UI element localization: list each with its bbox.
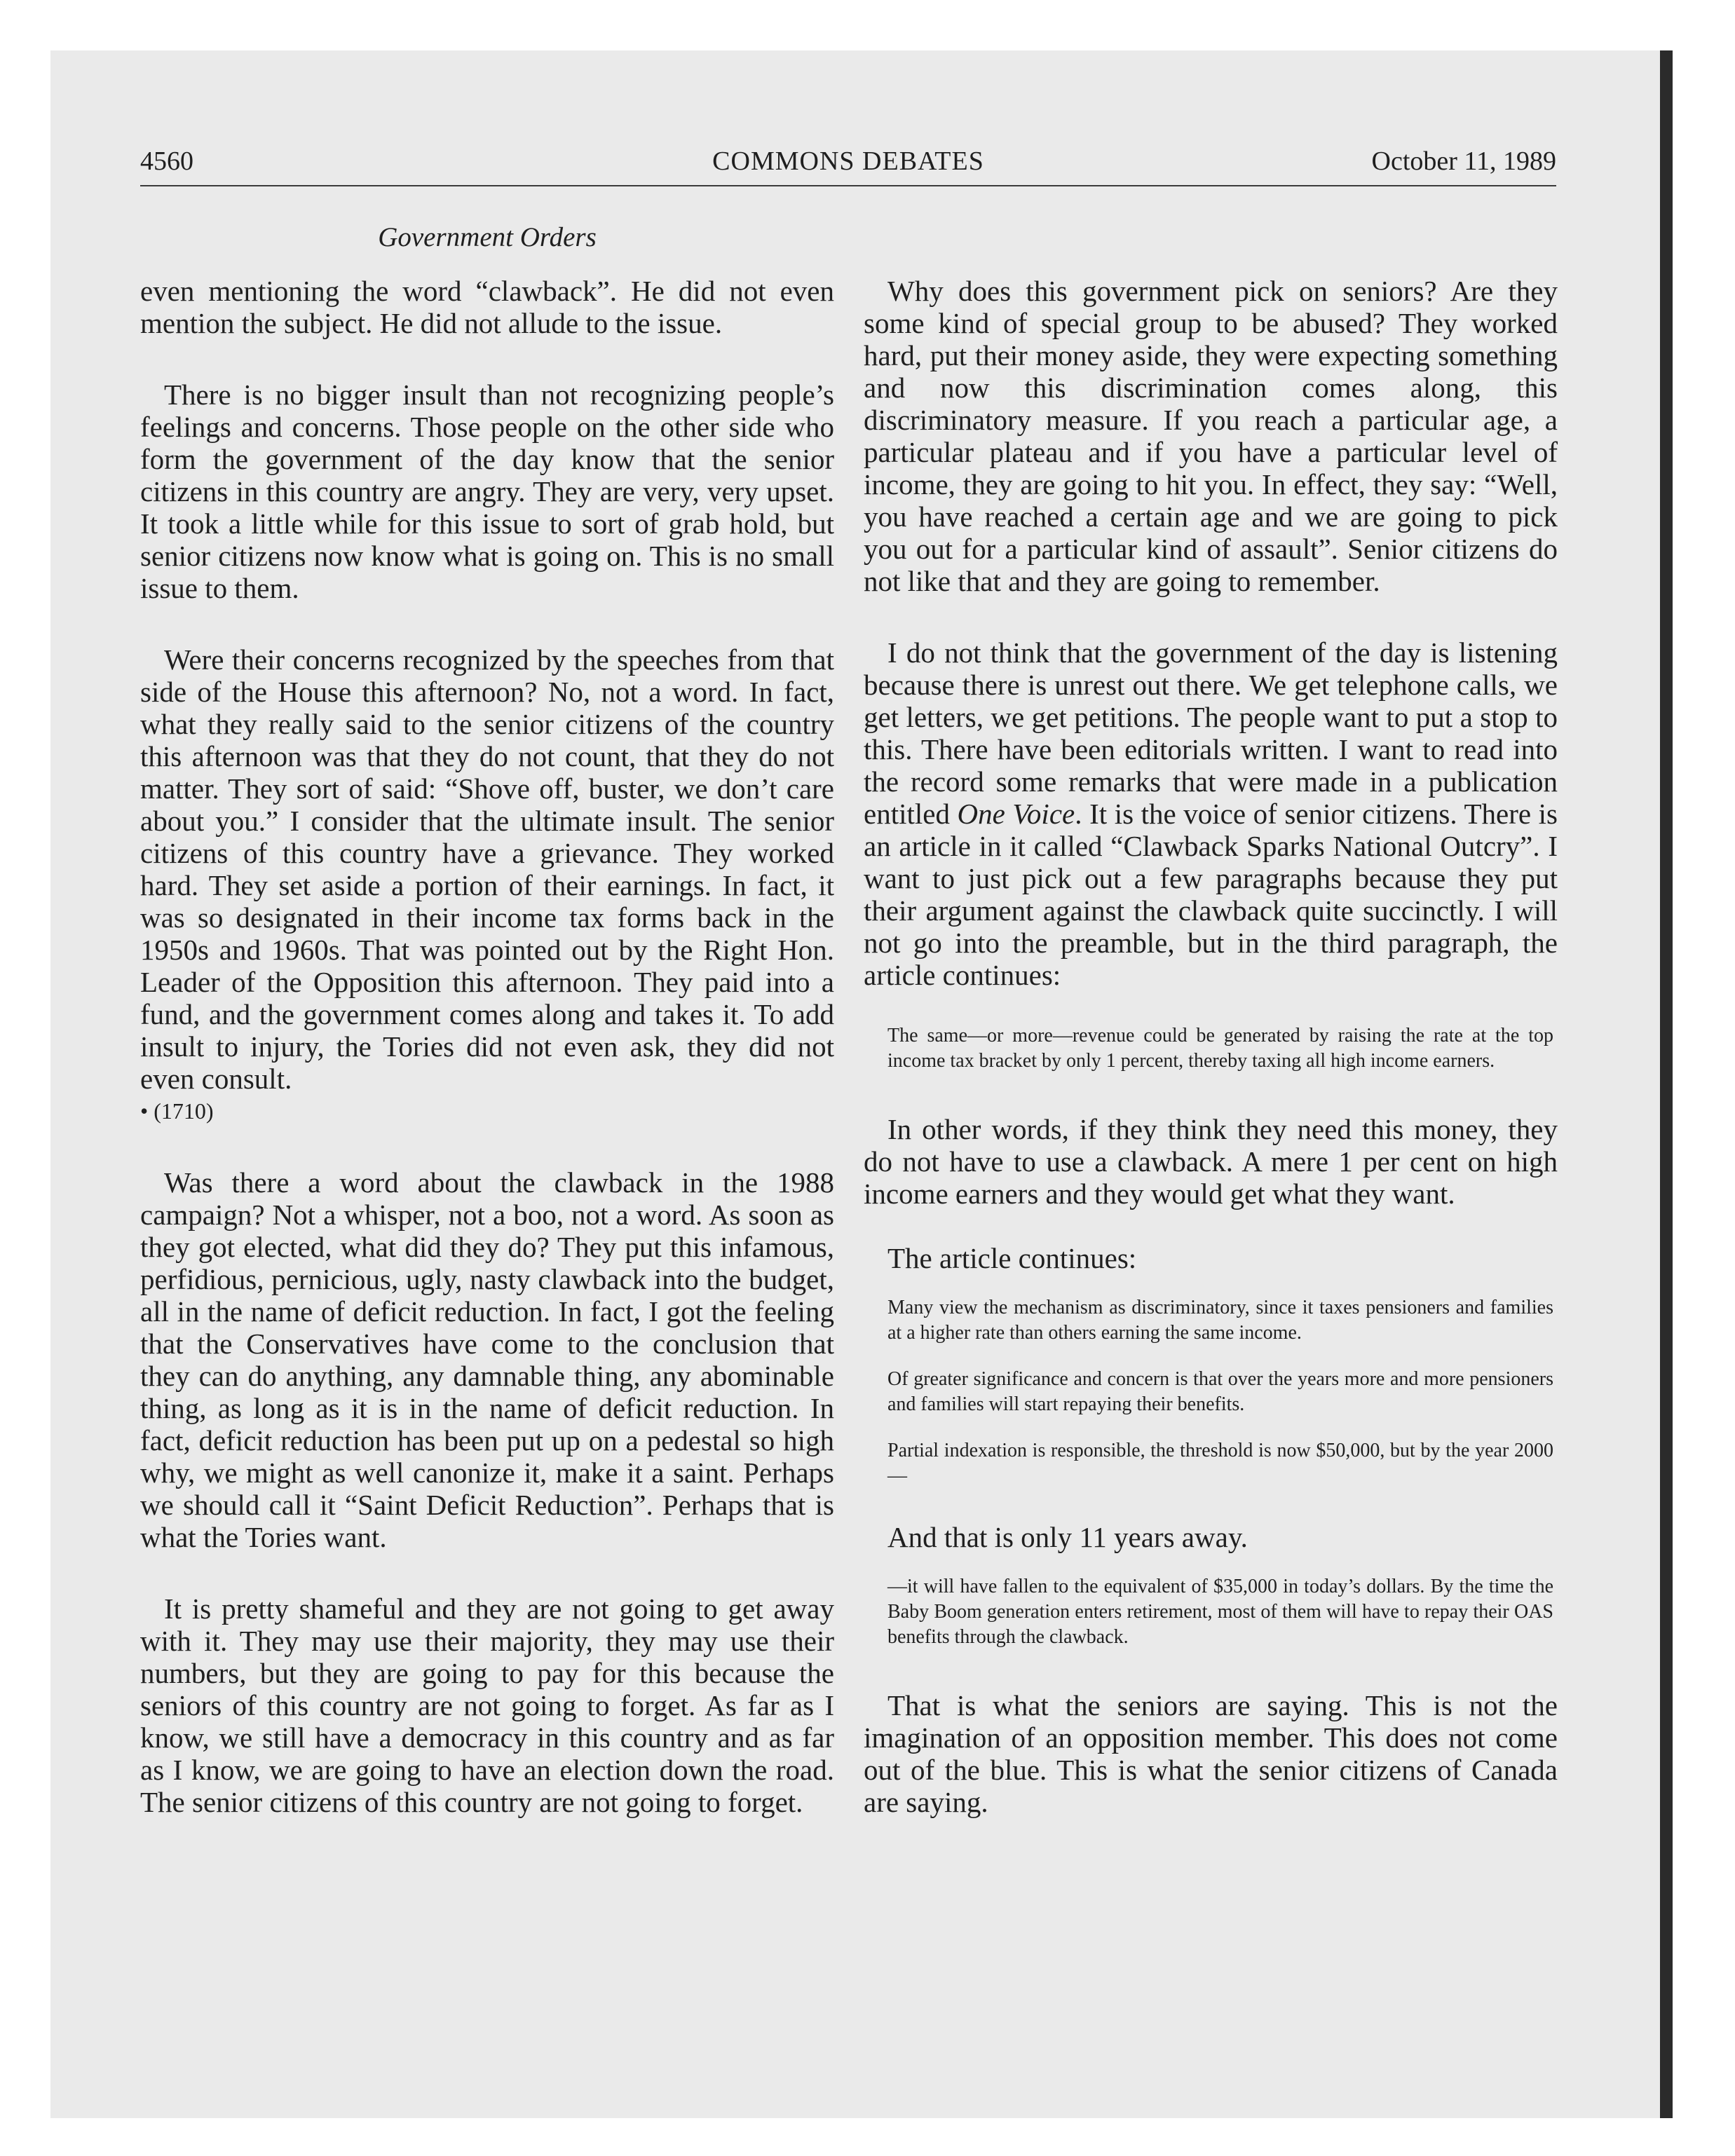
right-column [864, 275, 1558, 1818]
publication-name: One Voice [957, 798, 1075, 830]
text-span: I do not think that the government of the day is listening because there is unrest out there. We get telephone calls, we get letters, we get petitions. The people want to put a stop to this. There have been editorials written. I want to read into the record some remarks that were made in a publication entitled [864, 636, 1558, 830]
scan-edge-bar [1660, 50, 1673, 2118]
block-quote: Of greater significance and concern is that over the years more and more pensioners and families will start repaying their benefits. [887, 1368, 1553, 1415]
block-quote: The same—or more—revenue could be generated by raising the rate at the top income tax bracket by only 1 percent, thereby taxing all high income earners. [887, 1025, 1553, 1072]
text-span: . It is the voice of senior citizens. There is an article in it called “Clawback Sparks National Outcry”. I want to just pick out a few paragraphs because they put their argument against the clawback quite succinctly. I will not go into the preamble, but in the third paragraph, the article continues: [864, 798, 1558, 991]
paragraph: And that is only 11 years away. [887, 1521, 1248, 1553]
block-quote: Partial indexation is responsible, the threshold is now $50,000, but by the year 2000— [887, 1440, 1553, 1487]
paragraph: That is what the seniors are saying. This is not the imagination of an opposition member. This does not come out of the blue. This is what the senior citizens of Canada are saying. [864, 1689, 1558, 1818]
paragraph: Why does this government pick on seniors? Are they some kind of special group to be abused? They worked hard, put their money aside, they were expecting something and now this discrimination comes along, this discriminatory measure. If you reach a particular age, a particular plateau and if you have a particular level of income, they are going to hit you. In effect, they say: “Well, you have reached a certain age and we are going to pick you out for a particular kind of assault”. Senior citizens do not like that and they are going to remember. [864, 275, 1558, 597]
paragraph: It is pretty shameful and they are not going to get away with it. They may use their majority, they may use their numbers, but they are going to pay for this because the seniors of this country are not going to forget. As far as I know, we still have a democracy in this country and as far as I know, we are going to have an election down the road. The senior citizens of this country are not going to forget. [140, 1592, 834, 1818]
page-number: 4560 [140, 146, 193, 176]
paragraph: even mentioning the word “clawback”. He did not even mention the subject. He did not allude to the issue. [140, 275, 834, 339]
paragraph-one-voice [864, 636, 1558, 991]
page-date: October 11, 1989 [1371, 146, 1556, 176]
paragraph: Were their concerns recognized by the speeches from that side of the House this afternoon? No, not a word. In fact, what they really said to the senior citizens of the country this afternoon was that they do not count, that they do not matter. They sort of said: “Shove off, buster, we don’t care about you.” I consider that the ultimate insult. The senior citizens of this country have a grievance. They worked hard. They set aside a portion of their earnings. In fact, it was so designated in their income tax forms back in the 1950s and 1960s. That was pointed out by the Right Hon. Leader of the Opposition this afternoon. They paid into a fund, and the government comes along and takes it. To add insult to injury, the Tories did not even ask, they did not even consult. [140, 643, 834, 1095]
paragraph: The article continues: [887, 1242, 1137, 1274]
section-title: Government Orders [378, 222, 597, 252]
paragraph: Was there a word about the clawback in the 1988 campaign? Not a whisper, not a boo, not a word. As soon as they got elected, what did they do? They put this infamous, perfidious, pernicious, ugly, nasty clawback into the budget, all in the name of deficit reduction. In fact, I got the feeling that the Conservatives have come to the conclusion that they can do anything, any damnable thing, any abominable thing, as long as it is in the name of deficit reduction. In fact, deficit reduction has been put up on a pedestal so high why, we might as well canonize it, make it a saint. Perhaps we should call it “Saint Deficit Reduction”. Perhaps that is what the Tories want. [140, 1166, 834, 1553]
timestamp-marker: • (1710) [140, 1098, 214, 1124]
block-quote: Many view the mechanism as discriminatory, since it taxes pensioners and families at a higher rate than others earning the same income. [887, 1297, 1553, 1344]
header-rule [140, 185, 1556, 186]
page-header [140, 146, 1556, 188]
left-column [140, 275, 834, 1818]
publication-title: COMMONS DEBATES [712, 146, 984, 176]
paragraph: In other words, if they think they need this money, they do not have to use a clawback. A mere 1 per cent on high income earners and they would get what they want. [864, 1113, 1558, 1210]
block-quote: —it will have fallen to the equivalent of $35,000 in today’s dollars. By the time the Baby Boom generation enters retirement, most of them will have to repay their OAS benefits through the clawback. [887, 1576, 1553, 1648]
paragraph: There is no bigger insult than not recognizing people’s feelings and concerns. Those people on the other side who form the government of the day know that the senior citizens in this country are angry. They are very, very upset. It took a little while for this issue to sort of grab hold, but senior citizens now know what is going on. This is no small issue to them. [140, 378, 834, 604]
